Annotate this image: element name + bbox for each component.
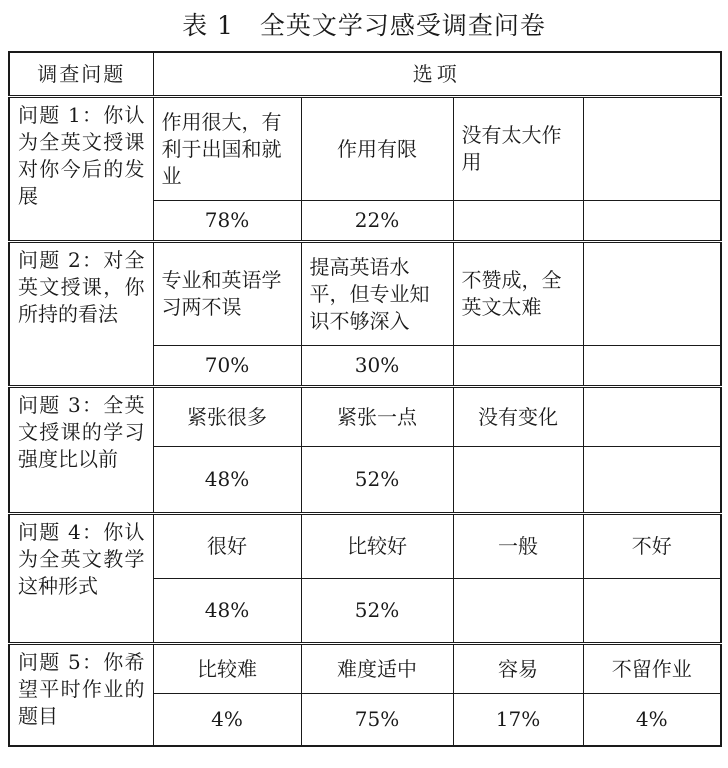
question-4-percent-2: 52% <box>301 579 453 644</box>
question-5-options-row <box>9 644 721 694</box>
question-3-percent-1: 48% <box>153 447 301 514</box>
question-4-option-2: 比较好 <box>301 514 453 579</box>
question-5-percent-1: 4% <box>153 694 301 746</box>
question-2-text: 问题 2：对全英文授课，你所持的看法 <box>9 242 153 387</box>
question-4-percent-3 <box>453 579 583 644</box>
question-4-option-1: 很好 <box>153 514 301 579</box>
question-4-option-4: 不好 <box>583 514 721 579</box>
question-5-option-2: 难度适中 <box>301 644 453 694</box>
question-3-percent-2: 52% <box>301 447 453 514</box>
question-1-options-row <box>9 97 721 201</box>
question-2-percent-4 <box>583 346 721 387</box>
question-2-option-4 <box>583 242 721 346</box>
question-5-percent-3: 17% <box>453 694 583 746</box>
question-1-percent-2: 22% <box>301 201 453 242</box>
question-2-option-2: 提高英语水平，但专业知识不够深入 <box>301 242 453 346</box>
question-1-text: 问题 1：你认为全英文授课对你今后的发展 <box>9 97 153 242</box>
question-4-option-3: 一般 <box>453 514 583 579</box>
question-3-text: 问题 3：全英文授课的学习强度比以前 <box>9 387 153 514</box>
question-4-percent-4 <box>583 579 721 644</box>
question-3-option-2: 紧张一点 <box>301 387 453 447</box>
question-1-option-1: 作用很大，有利于出国和就业 <box>153 97 301 201</box>
question-3-option-1: 紧张很多 <box>153 387 301 447</box>
survey-table <box>8 51 722 747</box>
question-2-option-3: 不赞成，全英文太难 <box>453 242 583 346</box>
question-5-option-3: 容易 <box>453 644 583 694</box>
header-row <box>9 52 721 97</box>
question-3-option-4 <box>583 387 721 447</box>
options-column-header: 选项 <box>153 52 721 97</box>
question-1-option-3: 没有太大作用 <box>453 97 583 201</box>
question-4-text: 问题 4：你认为全英文教学这种形式 <box>9 514 153 644</box>
question-1-percent-1: 78% <box>153 201 301 242</box>
question-4-percent-1: 48% <box>153 579 301 644</box>
question-1-percent-4 <box>583 201 721 242</box>
question-2-option-1: 专业和英语学习两不误 <box>153 242 301 346</box>
question-1-option-2: 作用有限 <box>301 97 453 201</box>
question-5-percent-2: 75% <box>301 694 453 746</box>
question-3-options-row <box>9 387 721 447</box>
question-column-header: 调查问题 <box>9 52 153 97</box>
question-3-percent-3 <box>453 447 583 514</box>
question-3-percent-4 <box>583 447 721 514</box>
question-5-percent-4: 4% <box>583 694 721 746</box>
question-2-percent-3 <box>453 346 583 387</box>
question-1-percent-3 <box>453 201 583 242</box>
question-4-options-row <box>9 514 721 579</box>
question-5-text: 问题 5：你希望平时作业的题目 <box>9 644 153 746</box>
question-3-option-3: 没有变化 <box>453 387 583 447</box>
question-1-option-4 <box>583 97 721 201</box>
question-5-option-4: 不留作业 <box>583 644 721 694</box>
question-2-percent-1: 70% <box>153 346 301 387</box>
question-2-percent-2: 30% <box>301 346 453 387</box>
question-2-options-row <box>9 242 721 346</box>
question-5-option-1: 比较难 <box>153 644 301 694</box>
table-title: 表 1 全英文学习感受调查问卷 <box>182 11 546 40</box>
